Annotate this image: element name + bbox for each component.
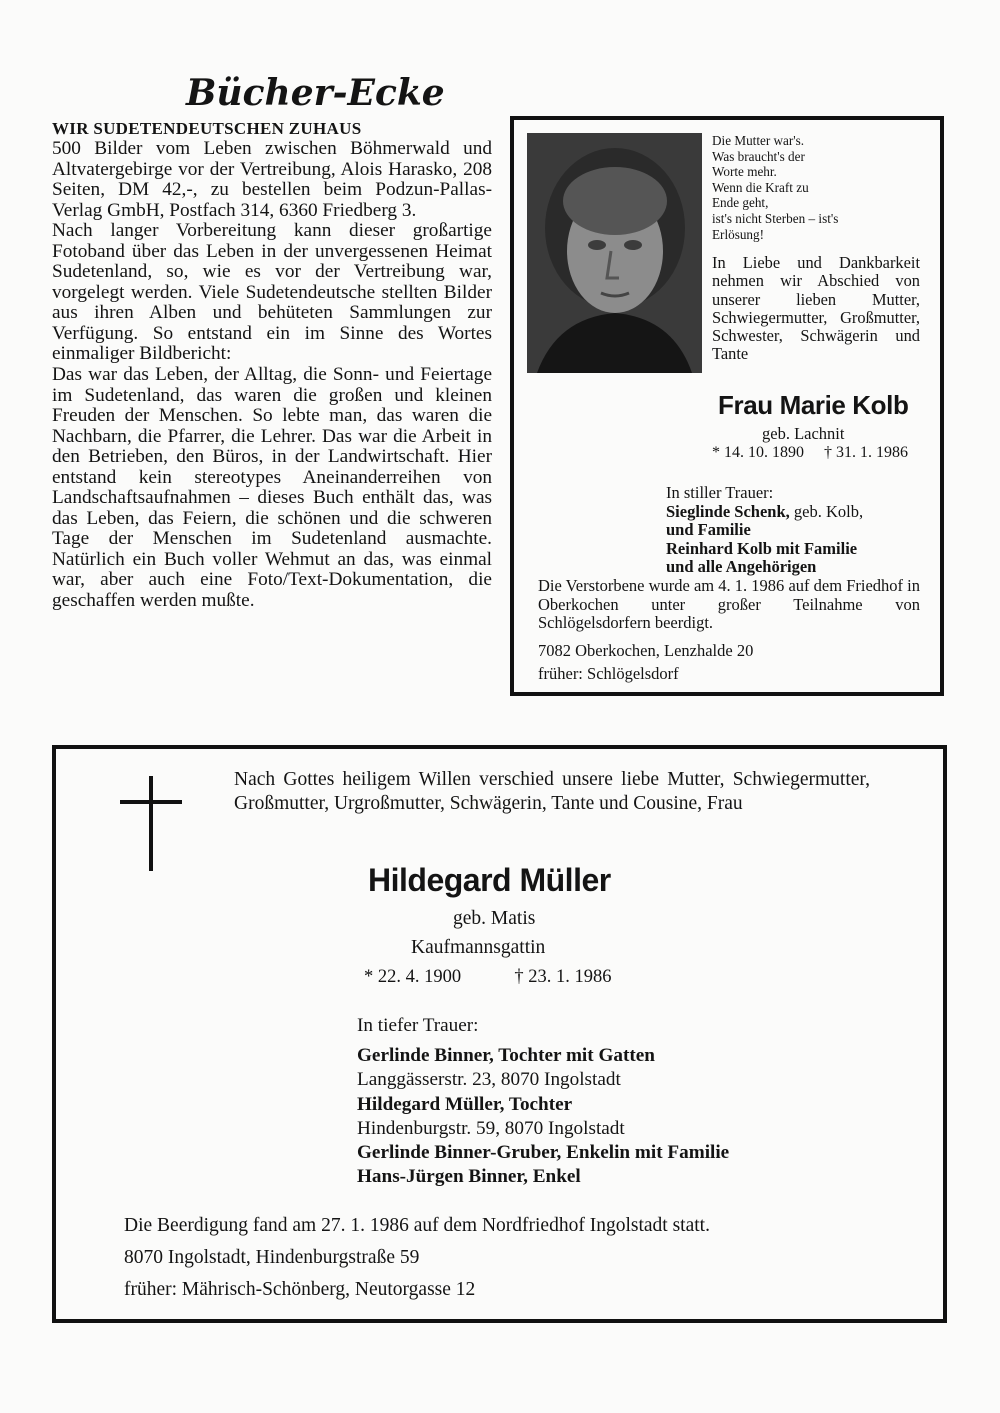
former-residence: früher: Mährisch-Schönberg, Neutorgasse 12 [124,1279,476,1300]
address: 7082 Oberkochen, Lenzhalde 20 [538,641,754,660]
death-date: † 23. 1. 1986 [514,967,612,987]
deceased-name: Frau Marie Kolb [718,390,909,420]
mourner-name: und alle Angehörigen [666,557,817,576]
funeral-block [124,1210,710,1306]
mourner-detail: geb. Kolb, [789,501,864,521]
obituary-verse [712,133,932,242]
maiden-name: geb. Lachnit [762,424,845,443]
mourning-intro: In stiller Trauer: [666,483,774,502]
mourner-name: Gerlinde Binner, Tochter mit Gatten [357,1045,655,1067]
verse-line: Ende geht, [712,195,769,211]
birth-date: * 14. 10. 1890 [712,444,804,461]
book-paragraph: Nach langer Vorbereitung kann dieser großartige Fotoband über das Leben in der unvergessenen Heimat Sudetenland, so, wie es vor der Vertreibung war, vorgelegt werden. Viele Sudetendeutsche stellten Bilder aus ihren Alben und behüteten Sammlungen zur Verfügung. So entstand ein im Sinne des Wortes einmaliger Bildbericht: [52,220,492,365]
address: 8070 Ingolstadt, Hindenburgstraße 59 [124,1247,420,1268]
life-dates [364,967,612,988]
portrait-photo [527,133,702,373]
cross-icon [120,776,182,871]
life-dates [712,444,908,462]
mourning-intro: In tiefer Trauer: [357,1015,479,1036]
mourner-name: Hildegard Müller, Tochter [357,1093,573,1115]
book-body [52,139,492,612]
book-paragraph: 500 Bilder vom Leben zwischen Böhmerwald und Altvatergebirge vor der Vertreibung, Alois Harasko, 208 Seiten, DM 42,-, zu bestellen beim Podzun-Pallas-Verlag GmbH, Postfach 314, 6360 Friedberg 3. [52,138,492,221]
birth-date: * 22. 4. 1900 [364,967,462,987]
obituary-intro: Nach Gottes heiligem Willen verschied unsere liebe Mutter, Schwiegermutter, Großmutter, Urgroßmutter, Schwägerin, Tante und Cousine, Frau [234,769,870,815]
address-block [538,639,753,685]
mourner-address: Hindenburgstr. 59, 8070 Ingolstadt [357,1117,625,1139]
former-residence: früher: Schlögelsdorf [538,664,679,683]
funeral-note: Die Verstorbene wurde am 4. 1. 1986 auf dem Friedhof in Oberkochen unter großer Teilnahme von Schlögelsdorfern beerdigt. [538,576,920,633]
verse-line: Worte mehr. [712,164,777,180]
book-review [52,118,492,612]
obituary-text: In Liebe und Dankbarkeit nehmen wir Abschied von unserer lieben Mutter, Schwiegermutter, Großmutter, Schwester, Schwägerin und Tante [712,253,920,364]
occupation: Kaufmannsgattin [411,937,546,958]
mourner-name: Sieglinde Schenk, [666,501,790,521]
maiden-name: geb. Matis [453,908,536,929]
death-date: † 31. 1. 1986 [824,444,908,461]
funeral-note: Die Beerdigung fand am 27. 1. 1986 auf dem Nordfriedhof Ingolstadt statt. [124,1215,710,1236]
mourner-name: Hans-Jürgen Binner, Enkel [357,1166,581,1188]
mourners-list [357,1014,729,1189]
verse-line: Die Mutter war's. [712,133,805,148]
verse-line: ist's nicht Sterben – ist's [712,210,839,226]
verse-line: Erlösung! [712,226,765,242]
section-title: Bücher-Ecke [186,72,445,114]
mourners-list [666,484,863,577]
book-paragraph: Das war das Leben, der Alltag, die Sonn- und Feiertage im Sudetenland, das waren die großen und kleinen Freuden der Menschen. So lebte man, das waren die Nachbarn, die Pfarrer, die Lehrer. Das war die Arbeit in den Betrieben, den Büros, in der Landwirtschaft. Hier entstand kein stereotypes Aneinanderreihen von Landschaftsaufnahmen – dieses Buch enthält das, was das Leben, das Feiern, die schönen und die schweren Tage der Menschen im Sudetenland ausmachte. Natürlich ein Buch voller Wehmut an das, was einmal war, aber auch eine Foto/Text-Dokumentation, die geschaffen werden mußte. [52,364,492,612]
book-heading: WIR SUDETENDEUTSCHEN ZUHAUS [52,119,362,138]
mourner-address: Langgässerstr. 23, 8070 Ingolstadt [357,1069,621,1091]
mourner-name: Gerlinde Binner-Gruber, Enkelin mit Familie [357,1142,730,1164]
deceased-name: Hildegard Müller [368,862,611,898]
verse-line: Wenn die Kraft zu [712,179,809,195]
mourner-name: Reinhard Kolb mit Familie [666,538,858,558]
mourner-name: und Familie [666,520,751,539]
verse-line: Was braucht's der [712,148,805,164]
